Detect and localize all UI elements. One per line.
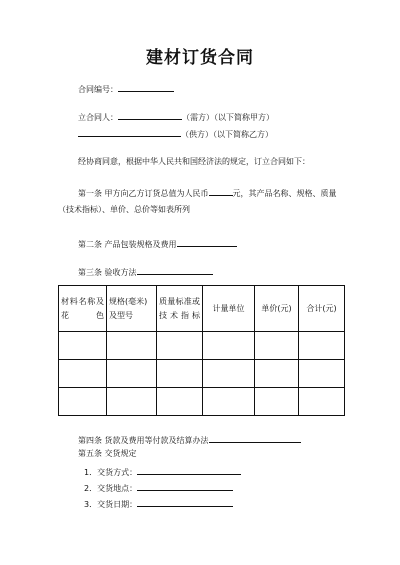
- table-row: [59, 360, 345, 388]
- table-cell[interactable]: [157, 388, 203, 416]
- delivery-place-label: 2．交货地点：: [84, 484, 138, 493]
- header-quality: 质量标准或技术指标: [157, 286, 203, 332]
- table-row: [59, 332, 345, 360]
- order-table: [58, 285, 345, 416]
- article-3-label: 第三条 验收方法: [78, 268, 137, 277]
- table-cell[interactable]: [299, 388, 345, 416]
- table-cell[interactable]: [107, 332, 157, 360]
- table-cell[interactable]: [255, 332, 299, 360]
- article-1: [58, 186, 348, 218]
- delivery-method-label: 1．交货方式：: [84, 468, 138, 477]
- buyer-name-blank[interactable]: [118, 110, 182, 120]
- header-material: 材料名称及花色: [59, 286, 107, 332]
- article-3-blank[interactable]: [137, 265, 213, 275]
- table-cell[interactable]: [107, 360, 157, 388]
- table-cell[interactable]: [107, 388, 157, 416]
- delivery-method-blank[interactable]: [137, 465, 241, 475]
- article-4-blank[interactable]: [209, 433, 301, 443]
- table-cell[interactable]: [157, 332, 203, 360]
- table-cell[interactable]: [299, 360, 345, 388]
- document-title: 建材订货合同: [146, 48, 254, 68]
- buyer-row: [78, 110, 274, 124]
- article-1-prefix: 第一条 甲方向乙方订货总值为人民币: [78, 189, 209, 198]
- article-2-label: 第二条 产品包装规格及费用: [78, 240, 177, 249]
- table-cell[interactable]: [157, 360, 203, 388]
- table-cell[interactable]: [203, 360, 255, 388]
- header-spec: 规格(毫米)及型号: [107, 286, 157, 332]
- seller-name-blank[interactable]: [78, 127, 181, 137]
- article-2-blank[interactable]: [177, 237, 237, 247]
- contract-number-label: 合同编号：: [78, 85, 118, 94]
- table-row: [59, 388, 345, 416]
- table-cell[interactable]: [255, 360, 299, 388]
- table-cell[interactable]: [59, 332, 107, 360]
- article-1-suffix: 元，其产品名称、规格、质量（技术指标）、单价、总价等如表所列: [58, 189, 337, 214]
- seller-row: [78, 127, 273, 141]
- header-total: 合计(元): [299, 286, 345, 332]
- delivery-date-label: 3．交货日期：: [84, 500, 138, 509]
- article-4: [78, 433, 301, 447]
- header-unit-price: 单价(元): [255, 286, 299, 332]
- table-header-row: [59, 286, 345, 332]
- article-5: [78, 448, 137, 460]
- intro-paragraph: 经协商同意，根据中华人民共和国经济法的规定，订立合同如下：: [78, 157, 310, 166]
- buyer-suffix: （需方）（以下简称甲方）: [182, 113, 274, 122]
- header-unit: 计量单位: [203, 286, 255, 332]
- seller-suffix: （供方）（以下简称乙方）: [181, 130, 273, 139]
- delivery-place-row: [84, 481, 233, 495]
- table-cell[interactable]: [203, 388, 255, 416]
- article-5-label: 第五条 交货规定: [78, 449, 137, 458]
- table-cell[interactable]: [59, 388, 107, 416]
- table-cell[interactable]: [255, 388, 299, 416]
- contract-number-blank[interactable]: [118, 82, 174, 92]
- contract-number-row: [78, 82, 174, 96]
- table-cell[interactable]: [203, 332, 255, 360]
- delivery-date-row: [84, 497, 233, 511]
- table-cell[interactable]: [59, 360, 107, 388]
- delivery-date-blank[interactable]: [137, 497, 233, 507]
- delivery-method-row: [84, 465, 241, 479]
- party-label: 立合同人：: [78, 113, 118, 122]
- delivery-place-blank[interactable]: [137, 481, 233, 491]
- total-amount-blank[interactable]: [209, 186, 233, 196]
- article-4-label: 第四条 货款及费用等付款及结算办法: [78, 436, 209, 445]
- article-3: [78, 265, 213, 279]
- table-cell[interactable]: [299, 332, 345, 360]
- article-2: [78, 237, 237, 251]
